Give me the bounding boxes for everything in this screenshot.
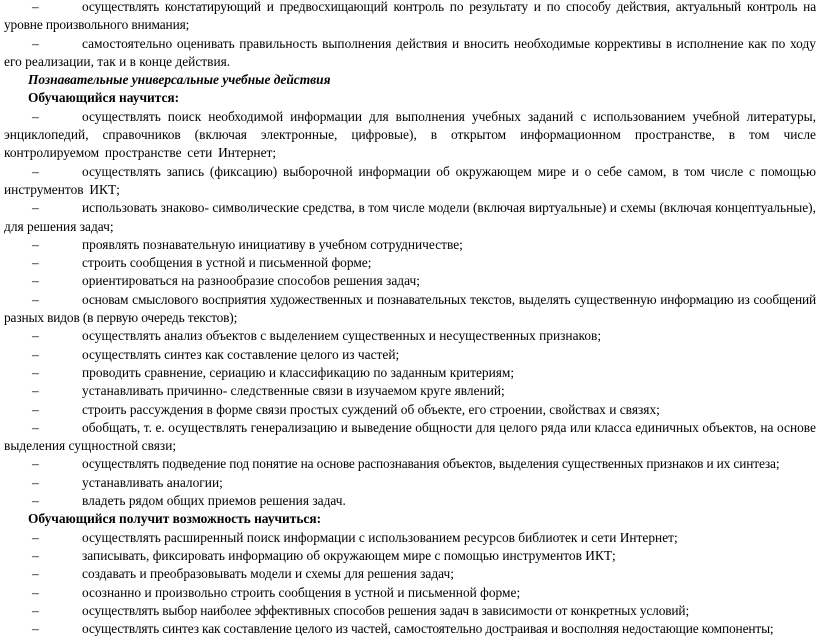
list-dash: – <box>32 621 39 637</box>
list-dash: – <box>32 108 39 124</box>
list-item-text: строить сообщения в устной и письменной форме; <box>82 255 372 271</box>
list-item-text: осуществлять синтез как составление целого из частей, самостоятельно достраивая и восполняя недостающие компоненты; <box>82 621 774 637</box>
list-dash: – <box>32 328 39 344</box>
list-dash: – <box>32 291 39 307</box>
list-item-text: осуществлять анализ объектов с выделением существенных и несущественных признаков; <box>82 328 602 344</box>
list-item-text: проводить сравнение, сериацию и классификацию по заданным критериям; <box>82 364 515 380</box>
list-item <box>0 401 816 419</box>
list-dash: – <box>32 273 39 289</box>
list-dash: – <box>32 529 39 545</box>
list-item <box>0 272 816 290</box>
list-item-text: основам смыслового восприятия художественных и познавательных текстов, выделять существенную информацию из сообщений разных видов (в первую очередь текстов); <box>4 291 816 326</box>
list-dash: – <box>32 383 39 399</box>
list-item <box>0 0 816 35</box>
list-dash: – <box>32 364 39 380</box>
list-dash: – <box>32 346 39 362</box>
list-item <box>0 346 816 364</box>
list-item <box>0 291 816 328</box>
list-item-text: самостоятельно оценивать правильность выполнения действия и вносить необходимые коррективы в исполнение как по ходу его реализации, так и в конце действия. <box>4 35 816 69</box>
list-item <box>0 492 816 510</box>
list-dash: – <box>32 474 39 490</box>
list-item-text: ориентироваться на разнообразие способов решения задач; <box>82 273 420 289</box>
list-item <box>0 529 816 547</box>
list-item <box>0 327 816 345</box>
list-item <box>0 199 816 236</box>
list-item-text: строить рассуждения в форме связи простых суждений об объекте, его строении, свойствах и связях; <box>82 401 660 417</box>
list-dash: – <box>32 419 39 435</box>
list-item-text: осуществлять подведение под понятие на основе распознавания объектов, выделения существенных признаков и их синтеза; <box>82 456 780 472</box>
list-dash: – <box>32 547 39 563</box>
will-learn-heading: Обучающийся научится: <box>28 90 180 106</box>
list-item-text: осуществлять расширенный поиск информации с использованием ресурсов библиотек и сети Интернет; <box>82 529 678 545</box>
list-dash: – <box>32 566 39 582</box>
list-dash: – <box>32 0 39 14</box>
list-item-text: осуществлять констатирующий и предвосхищающий контроль по результату и по способу действия, актуальный контроль на уровне произвольного внимания; <box>4 0 816 33</box>
section-title: Познавательные универсальные учебные действия <box>28 72 331 88</box>
list-dash: – <box>32 456 39 472</box>
list-item <box>0 565 816 583</box>
list-item <box>0 382 816 400</box>
list-item <box>0 419 816 456</box>
list-item-text: устанавливать причинно- следственные связи в изучаемом круге явлений; <box>82 383 505 399</box>
list-item <box>0 163 816 200</box>
opportunity-heading: Обучающийся получит возможность научиться: <box>28 511 322 527</box>
list-dash: – <box>32 200 39 216</box>
list-item <box>0 35 816 72</box>
list-item <box>0 602 816 620</box>
list-item-text: владеть рядом общих приемов решения задач. <box>82 493 346 509</box>
list-item-text: записывать, фиксировать информацию об окружающем мире с помощью инструментов ИКТ; <box>82 547 616 563</box>
list-item <box>0 584 816 602</box>
list-item <box>0 455 816 473</box>
list-item <box>0 108 816 163</box>
list-item-text: осуществлять поиск необходимой информации для выполнения учебных заданий с использованием учебной литературы, энциклопедий, справочников (включая электронные, цифровые), в открытом информационном пространстве, в том числе контролируемом пространстве сети Интернет; <box>4 108 816 161</box>
list-item-text: осознанно и произвольно строить сообщения в устной и письменной форме; <box>82 584 521 600</box>
list-dash: – <box>32 35 39 51</box>
list-item-text: использовать знаково- символические средства, в том числе модели (включая виртуальные) и схемы (включая концептуальные), для решения задач; <box>4 200 816 234</box>
list-dash: – <box>32 163 39 179</box>
list-item-text: осуществлять запись (фиксацию) выборочной информации об окружающем мире и о себе самом, в том числе с помощью инструментов ИКТ; <box>4 163 816 197</box>
list-item <box>0 474 816 492</box>
list-item <box>0 364 816 382</box>
list-item <box>0 236 816 254</box>
list-dash: – <box>32 236 39 252</box>
list-dash: – <box>32 255 39 271</box>
list-dash: – <box>32 401 39 417</box>
list-item-text: проявлять познавательную инициативу в учебном сотрудничестве; <box>82 236 463 252</box>
list-item <box>0 547 816 565</box>
list-item-text: устанавливать аналогии; <box>82 474 223 490</box>
list-dash: – <box>32 493 39 509</box>
list-dash: – <box>32 584 39 600</box>
list-item <box>0 620 816 638</box>
list-item-text: осуществлять выбор наиболее эффективных способов решения задач в зависимости от конкретных условий; <box>82 602 690 618</box>
list-item-text: обобщать, т. е. осуществлять генерализацию и выведение общности для целого ряда или класса единичных объектов, на основе выделения сущностной связи; <box>4 419 816 454</box>
list-item-text: осуществлять синтез как составление целого из частей; <box>82 346 400 362</box>
list-dash: – <box>32 602 39 618</box>
list-item-text: создавать и преобразовывать модели и схемы для решения задач; <box>82 566 455 582</box>
list-item <box>0 254 816 272</box>
